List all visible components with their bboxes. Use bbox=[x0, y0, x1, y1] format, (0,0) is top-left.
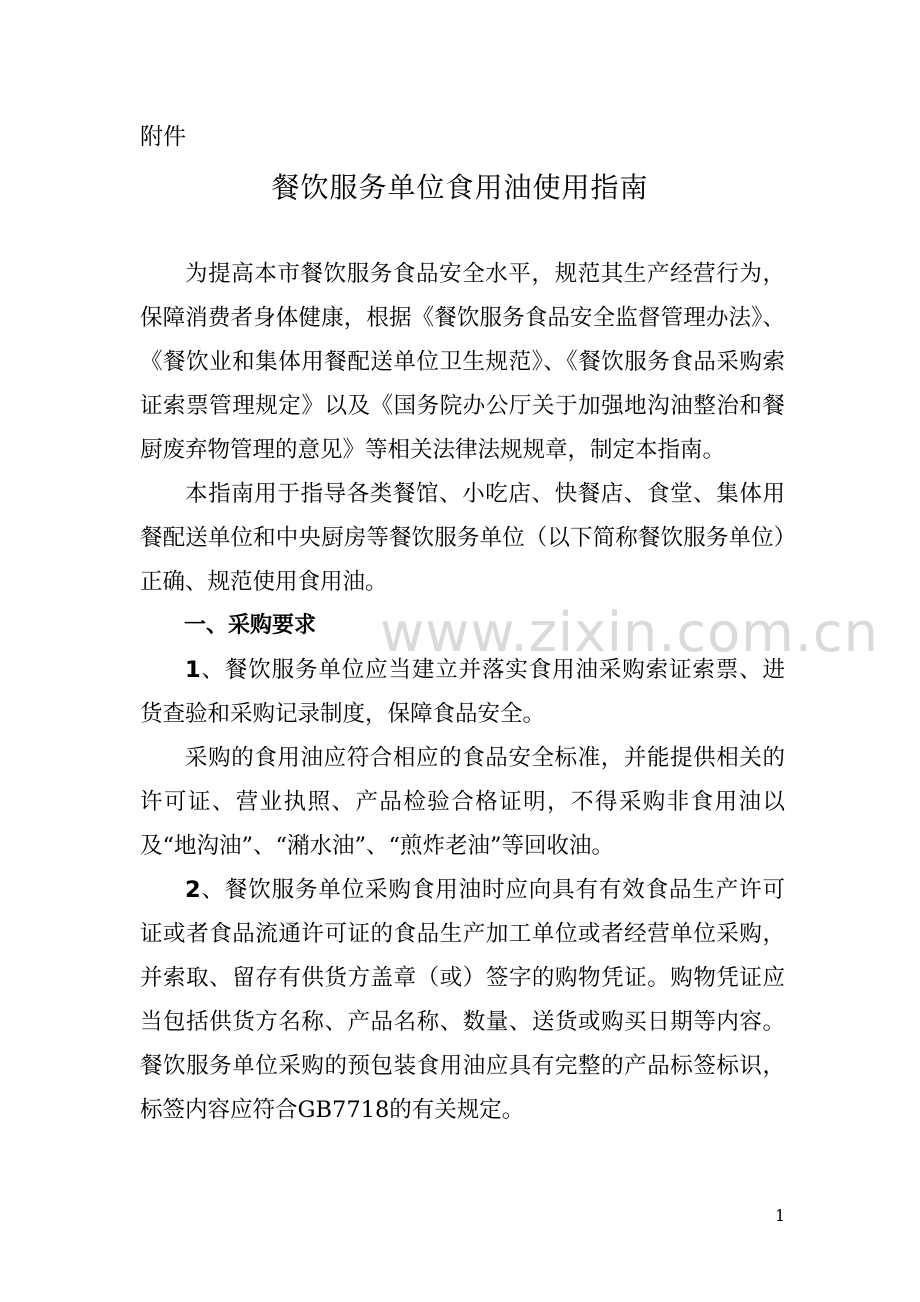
attachment-label: 附件 bbox=[140, 124, 186, 150]
scope-paragraph: 本指南用于指导各类餐馆、小吃店、快餐店、食堂、集体用餐配送单位和中央厨房等餐饮服务单位（以下简称餐饮服务单位）正确、规范使用食用油。 bbox=[140, 481, 785, 595]
clause-text: 、餐饮服务单位采购食用油时应向具有有效食品生产许可证或者食品流通许可证的食品生产加工单位或者经营单位采购，并索取、留存有供货方盖章（或）签字的购物凭证。购物凭证应当包括供货方名称、产品名称、数量、送货或购买日期等内容。餐饮服务单位采购的预包装食用油应具有完整的产品标签标识，标签内容应符合GB7718的有关规定。 bbox=[140, 877, 785, 1123]
clause-text: 、餐饮服务单位应当建立并落实食用油采购索证索票、进货查验和采购记录制度，保障食品安全。 bbox=[140, 657, 785, 727]
section-heading-procurement: 一、采购要求 bbox=[184, 613, 317, 638]
intro-paragraph: 为提高本市餐饮服务食品安全水平，规范其生产经营行为，保障消费者身体健康，根据《餐饮服务食品安全监督管理办法》、《餐饮业和集体用餐配送单位卫生规范》、《餐饮服务食品采购索证索票管理规定》以及《国务院办公厅关于加强地沟油整治和餐厨废弃物管理的意见》等相关法律法规规章，制定本指南。 bbox=[140, 261, 785, 463]
page-number: 1 bbox=[775, 1206, 786, 1225]
procurement-standard-paragraph: 采购的食用油应符合相应的食品安全标准，并能提供相关的许可证、营业执照、产品检验合格证明，不得采购非食用油以及“地沟油”、“潲水油”、“煎炸老油”等回收油。 bbox=[140, 745, 785, 859]
clause-number: 1 bbox=[185, 657, 201, 683]
document-title: 餐饮服务单位食用油使用指南 bbox=[271, 171, 649, 204]
clause-2-paragraph bbox=[140, 868, 785, 1132]
clause-number: 2 bbox=[185, 877, 201, 903]
clause-1-paragraph bbox=[140, 648, 785, 736]
watermark-logo: www.zixin.com.cn bbox=[380, 601, 879, 664]
document-body bbox=[140, 252, 785, 1132]
